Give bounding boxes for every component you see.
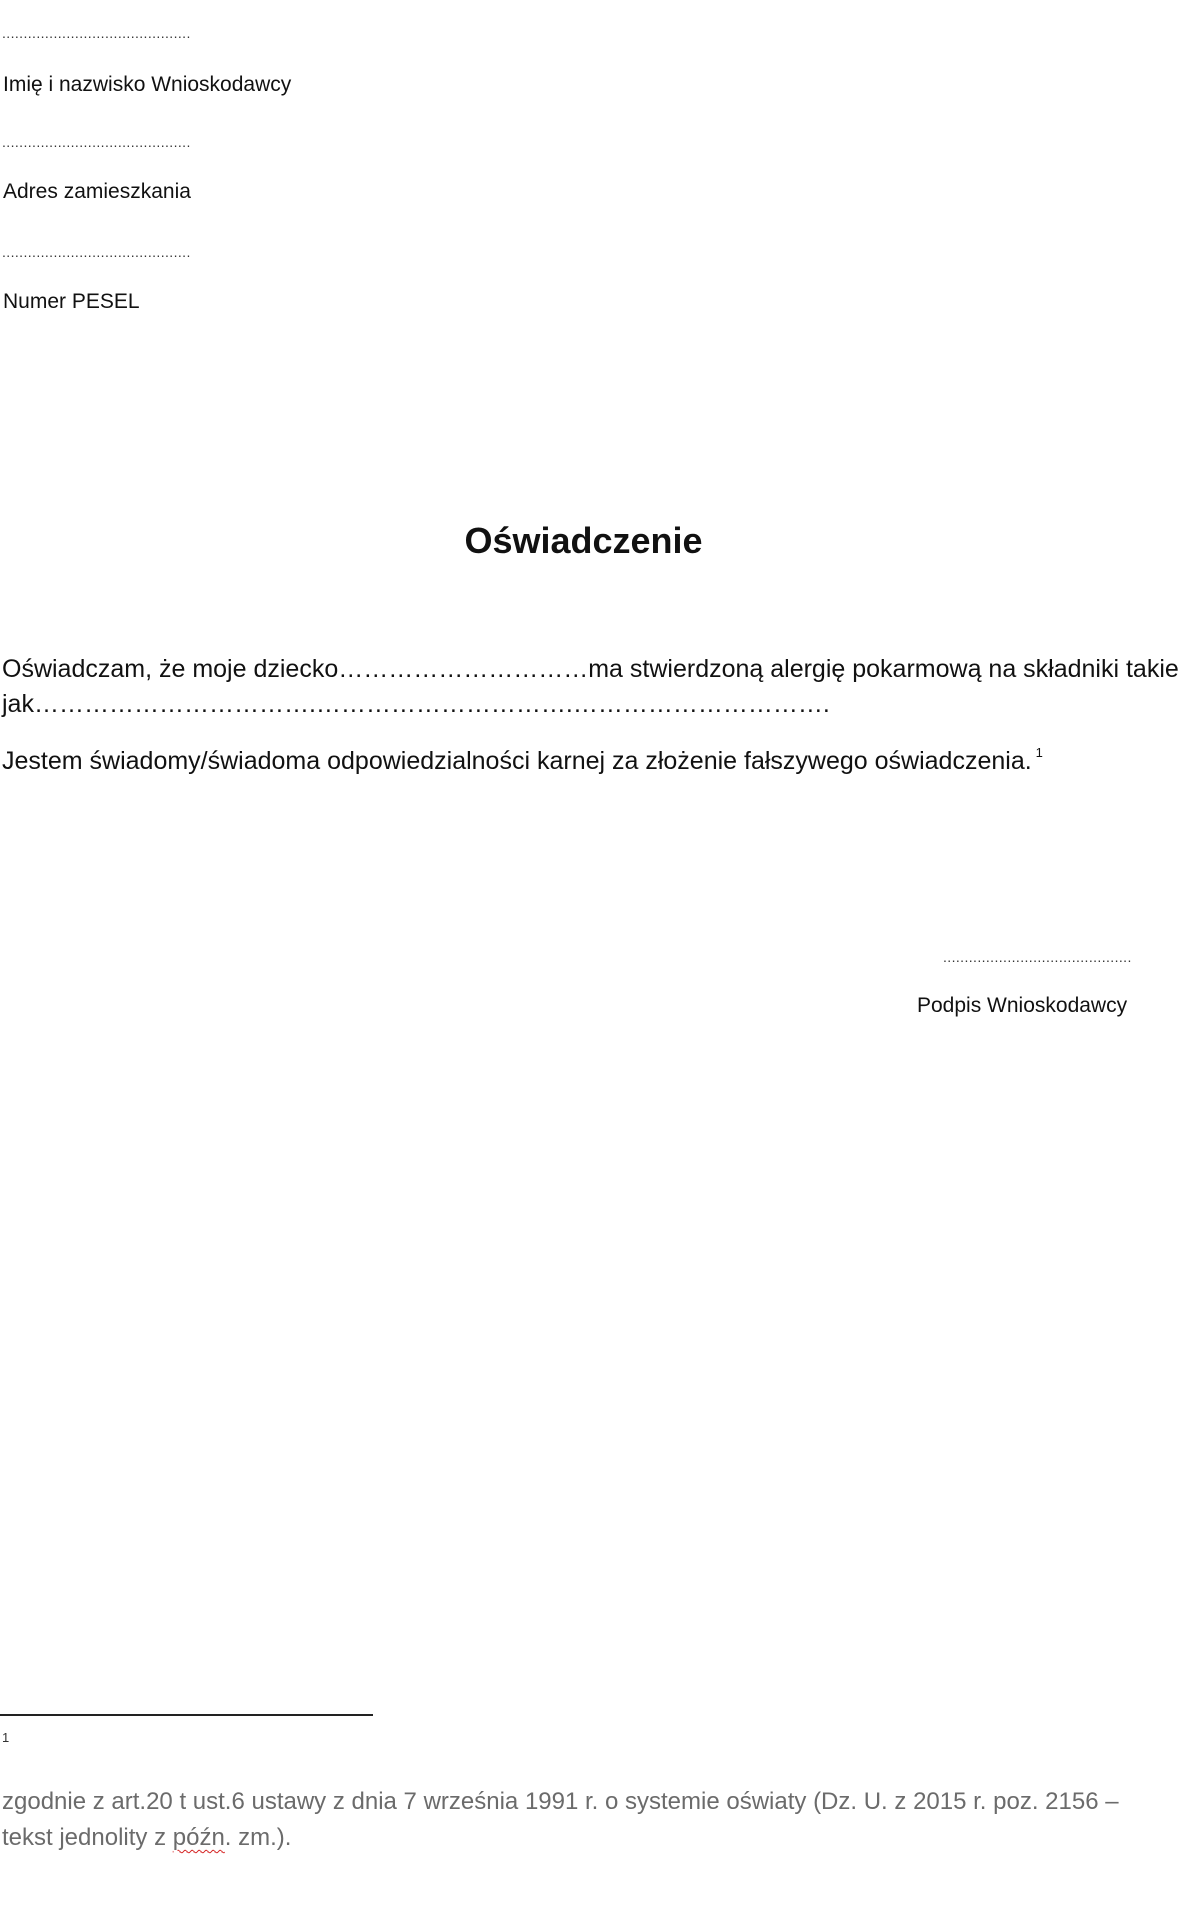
signature-dotted-line: ............................................ bbox=[943, 949, 1132, 965]
spellcheck-flagged-word[interactable]: późn bbox=[172, 1824, 225, 1851]
applicant-pesel-label: Numer PESEL bbox=[3, 290, 140, 313]
statement-line-3 bbox=[2, 745, 1043, 777]
document-title: Oświadczenie bbox=[464, 520, 703, 561]
footnote-text bbox=[2, 1784, 1132, 1856]
footnote-text-part-b: . zm.). bbox=[224, 1824, 292, 1851]
applicant-name-dotted-line: ............................................ bbox=[2, 25, 191, 41]
applicant-address-dotted-line: ............................................ bbox=[2, 134, 191, 150]
applicant-address-label: Adres zamieszkania bbox=[3, 180, 191, 203]
footnote-separator bbox=[0, 1714, 373, 1716]
footnote-text-part-a: zgodnie z art.20 t ust.6 ustawy z dnia 7 września 1991 r. o systemie oświaty (Dz. U. z 2015 r. poz. 2156 – tekst jednolity z bbox=[2, 1788, 1119, 1851]
statement-line-1: Oświadczam, że moje dziecko…………………………ma stwierdzoną alergię pokarmową na składniki takie bbox=[2, 655, 1179, 683]
applicant-name-label: Imię i nazwisko Wnioskodawcy bbox=[3, 73, 292, 96]
awareness-text: Jestem świadomy/świadoma odpowiedzialności karnej za złożenie fałszywego oświadczenia. bbox=[2, 747, 1032, 775]
signature-label: Podpis Wnioskodawcy bbox=[917, 994, 1128, 1017]
applicant-pesel-dotted-line: ............................................ bbox=[2, 244, 191, 260]
footnote-reference[interactable]: 1 bbox=[1035, 745, 1043, 760]
statement-line-2: jak…………………………….………………………….…………………………. bbox=[2, 690, 830, 718]
footnote-number: 1 bbox=[2, 1730, 10, 1745]
